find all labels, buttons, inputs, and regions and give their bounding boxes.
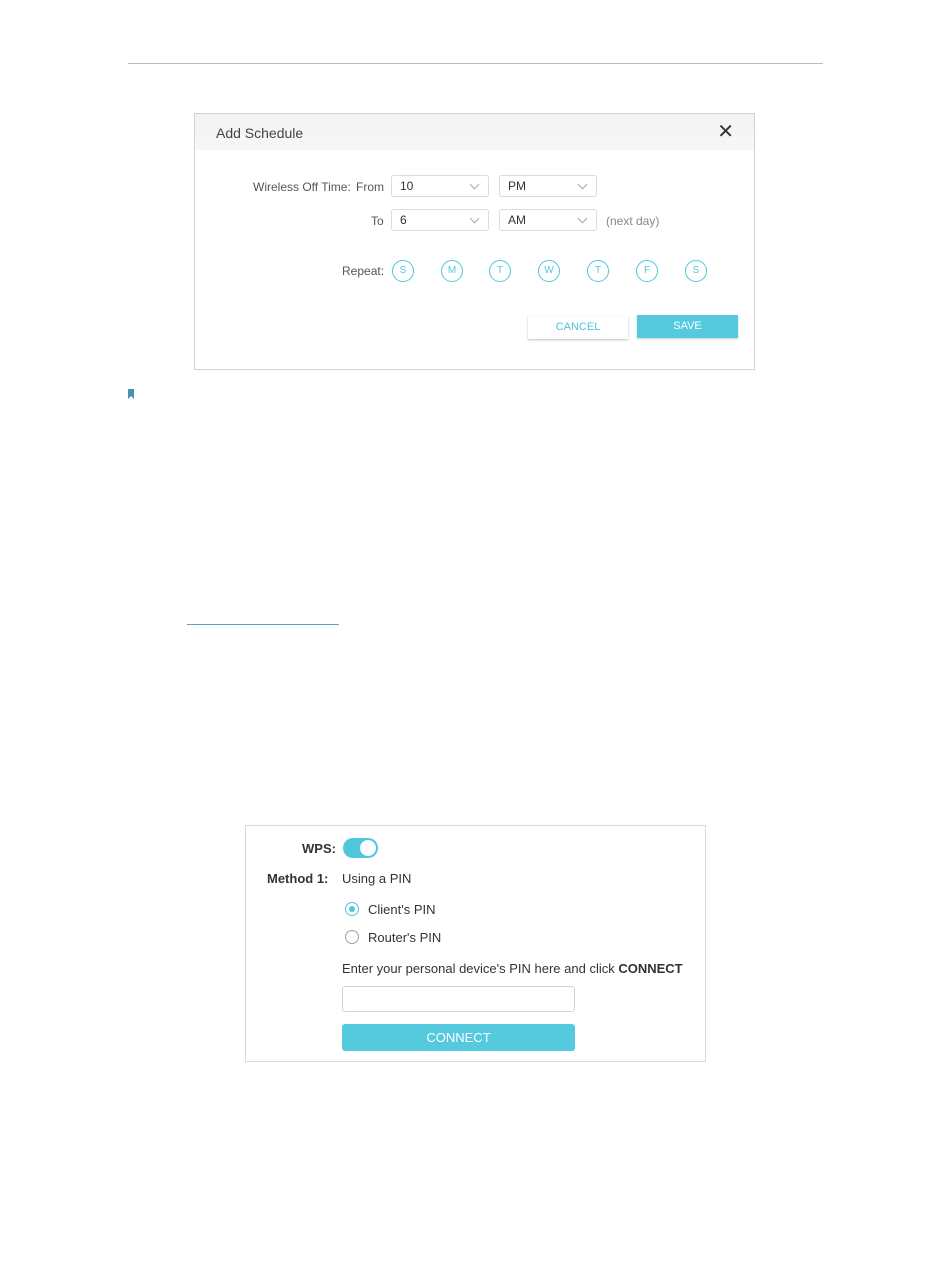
chevron-down-icon	[470, 214, 480, 224]
toggle-knob	[360, 840, 376, 856]
clients-pin-label: Client's PIN	[368, 902, 436, 917]
pin-input[interactable]	[342, 986, 575, 1012]
day-toggle-wednesday[interactable]: W	[538, 260, 560, 282]
from-label: From	[356, 180, 384, 194]
wps-panel	[245, 825, 706, 1062]
chevron-down-icon	[578, 214, 588, 224]
to-period-value: AM	[508, 213, 526, 227]
pin-instruction-text: Enter your personal device's PIN here and click	[342, 961, 619, 976]
day-toggle-sunday[interactable]: S	[392, 260, 414, 282]
chevron-down-icon	[470, 180, 480, 190]
day-toggle-thursday[interactable]: T	[587, 260, 609, 282]
to-period-select[interactable]	[499, 209, 597, 231]
pin-instruction-bold: CONNECT	[618, 961, 683, 976]
method-label: Method 1:	[267, 871, 329, 886]
next-day-note: (next day)	[606, 214, 660, 228]
from-hour-value: 10	[400, 179, 414, 193]
wps-toggle[interactable]	[343, 838, 378, 858]
page-header-rule	[128, 63, 823, 64]
to-hour-select[interactable]	[391, 209, 489, 231]
save-button[interactable]: SAVE	[637, 315, 738, 338]
chevron-down-icon	[578, 180, 588, 190]
link-underline	[187, 624, 339, 625]
to-hour-value: 6	[400, 213, 407, 227]
day-toggle-saturday[interactable]: S	[685, 260, 707, 282]
dialog-title: Add Schedule	[216, 125, 304, 141]
pin-instruction	[342, 961, 683, 976]
method-value: Using a PIN	[342, 871, 412, 886]
to-label: To	[371, 214, 384, 228]
day-toggle-monday[interactable]: M	[441, 260, 463, 282]
day-toggle-tuesday[interactable]: T	[489, 260, 511, 282]
routers-pin-label: Router's PIN	[368, 930, 442, 945]
wps-label: WPS:	[302, 841, 336, 856]
close-icon[interactable]: ✕	[717, 121, 734, 143]
from-period-select[interactable]	[499, 175, 597, 197]
day-toggle-friday[interactable]: F	[636, 260, 658, 282]
clients-pin-radio[interactable]	[345, 902, 359, 916]
cancel-button[interactable]: CANCEL	[528, 316, 628, 339]
from-period-value: PM	[508, 179, 526, 193]
wireless-off-time-label: Wireless Off Time:	[253, 180, 351, 194]
bookmark-icon	[128, 389, 134, 399]
add-schedule-dialog	[194, 113, 755, 370]
dialog-header	[195, 114, 754, 150]
connect-button[interactable]: CONNECT	[342, 1024, 575, 1051]
repeat-label: Repeat:	[342, 264, 385, 278]
from-hour-select[interactable]	[391, 175, 489, 197]
routers-pin-radio[interactable]	[345, 930, 359, 944]
